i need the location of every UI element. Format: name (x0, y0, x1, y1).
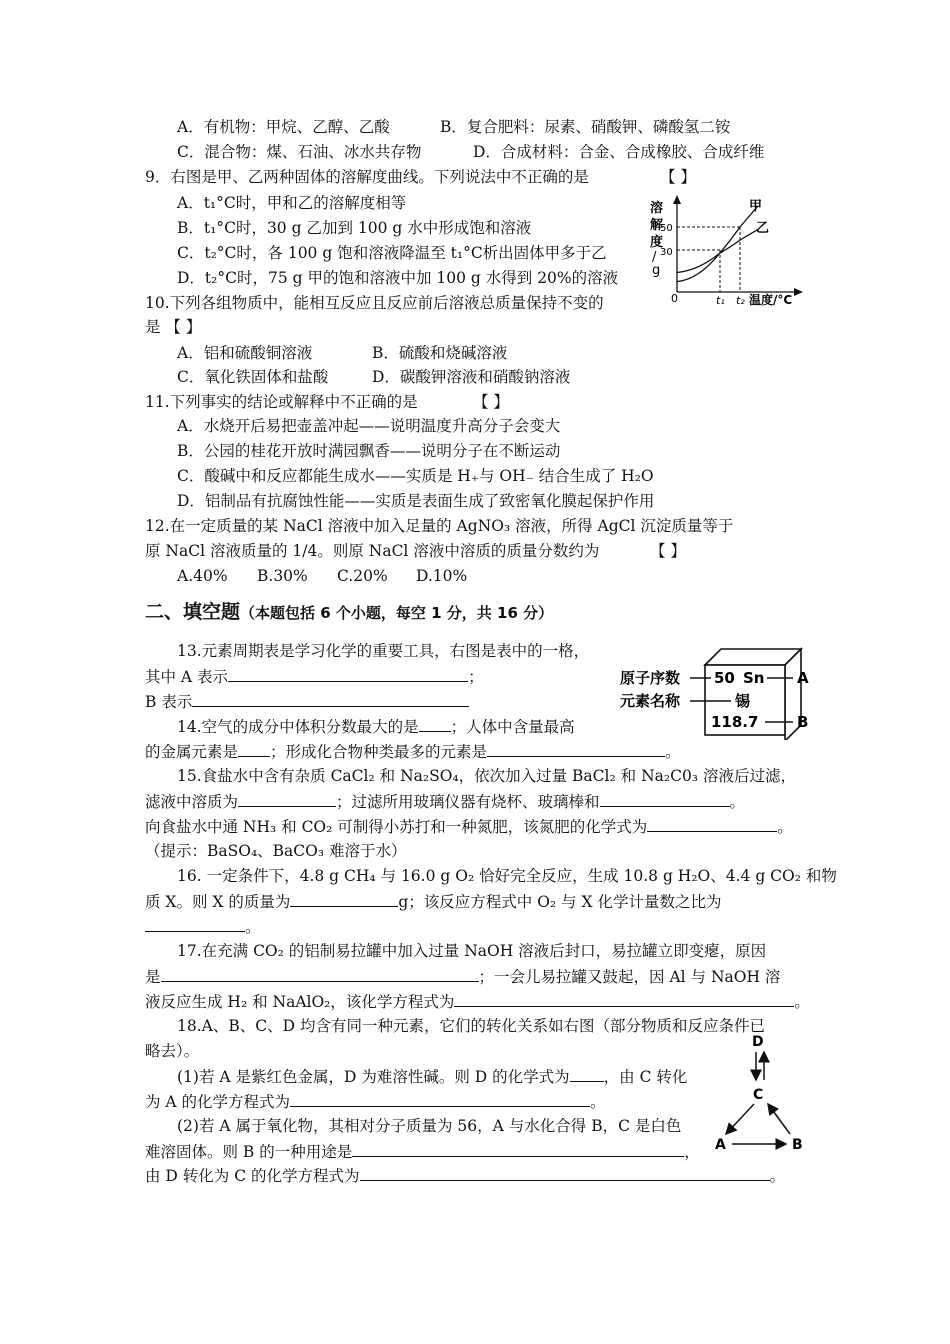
q12-option-a: A.40% (177, 567, 228, 585)
conversion-diagram (712, 1030, 812, 1155)
section-heading (145, 602, 553, 623)
t1-label: t₁ (716, 294, 725, 307)
element-symbol: Sn (743, 669, 765, 687)
q13-label-b: B 表示 (145, 693, 193, 711)
ylabel-char: 度 (650, 235, 664, 250)
section-title: 二、填空题 (145, 601, 241, 623)
q10-option-a: A．铝和硫酸铜溶液 (177, 344, 313, 362)
q16-line-1: 16. 一定条件下，4.8 g CH₄ 与 16.0 g O₂ 恰好完全反应，生成 10.8 g H₂O、4.4 g CO₂ 和物 (177, 867, 837, 885)
xlabel: 温度/°C (749, 293, 793, 307)
series-yi-curve (677, 229, 758, 272)
answer-blank[interactable] (600, 791, 730, 807)
arrow-c-to-a (726, 1104, 754, 1134)
tick-label-30: 30 (660, 247, 673, 258)
q10-option-c: C．氧化铁固体和盐酸 (177, 368, 329, 386)
q12-option-b: B.30% (257, 567, 308, 585)
series-jia-label: 甲 (749, 199, 763, 214)
answer-blank[interactable] (290, 891, 398, 907)
q16-line-2 (145, 891, 721, 912)
q14-text: 。 (665, 743, 681, 761)
atomic-number-label: 原子序数 (620, 669, 681, 687)
q15-line-2 (145, 791, 745, 812)
q17-text: 液反应生成 H₂ 和 NaAlO₂，该化学方程式为 (145, 993, 455, 1011)
q8-option-b: B．复合肥料：尿素、硝酸钾、磷酸氢二铵 (440, 118, 731, 136)
q16-text: g；该反应方程式中 O₂ 与 X 化学计量数之比为 (398, 893, 722, 911)
q18-text: 为 A 的化学方程式为 (145, 1093, 291, 1111)
q18-line-2: 略去）。 (145, 1042, 200, 1060)
q10-stem-continued: 是 【 】 (145, 318, 202, 336)
solubility-chart (640, 192, 815, 317)
node-b: B (792, 1137, 803, 1153)
q15-text: 向食盐水中通 NH₃ 和 CO₂ 可制得小苏打和一种氮肥，该氮肥的化学式为 (145, 818, 648, 836)
q12-option-d: D.10% (416, 567, 468, 585)
node-d: D (752, 1034, 764, 1050)
series-yi-label: 乙 (756, 221, 770, 236)
q18-text: ，由 C 转化 (603, 1068, 688, 1086)
q16-line-3 (145, 916, 261, 937)
y-axis-arrow (673, 195, 681, 204)
q14-text: 14.空气的成分中体积分数最大的是 (177, 718, 419, 736)
q11-option-b: B．公园的桂花开放时满园飘香——说明分子在不断运动 (177, 442, 561, 460)
q15-text: 滤液中溶质为 (145, 793, 239, 811)
ylabel-char: g (652, 263, 661, 278)
answer-blank[interactable] (454, 991, 794, 1007)
q9-option-c: C．t₂°C时，各 100 g 饱和溶液降温至 t₁°C析出固体甲多于乙 (177, 244, 607, 262)
answer-blank[interactable] (192, 691, 469, 707)
q13-punct: ； (468, 668, 484, 686)
ylabel-char: 溶 (650, 201, 664, 216)
answer-blank[interactable] (161, 966, 479, 982)
arrow-b-to-c (768, 1104, 790, 1134)
q15-hint: （提示：BaSO₄、BaCO₃ 难溶于水） (145, 842, 407, 860)
q18-line-1: 18.A、B、C、D 均含有同一种元素，它们的转化关系如右图（部分物质和反应条件已 (177, 1017, 765, 1035)
q13-label-a: 其中 A 表示 (145, 668, 229, 686)
q11-option-d: D．铝制品有抗腐蚀性能——实质是表面生成了致密氧化膜起保护作用 (177, 492, 655, 510)
q12-bracket: 【 】 (650, 542, 686, 560)
q14-text: 的金属元素是 (145, 743, 239, 761)
q15-text: 。 (729, 793, 746, 811)
q18-text: 难溶固体。则 B 的一种用途是 (145, 1143, 353, 1161)
q14-line-1 (177, 716, 575, 737)
q11-option-c: C．酸碱中和反应都能生成水——实质是 H₊与 OH₋ 结合生成了 H₂O (177, 467, 654, 485)
q15-line-3 (145, 816, 793, 837)
q14-text: ；形成化合物种类最多的元素是 (270, 743, 488, 761)
q18-text: (1)若 A 是紫红色金属，D 为难溶性碱。则 D 的化学式为 (177, 1068, 570, 1086)
q18-line-7 (145, 1165, 785, 1186)
t2-label: t₂ (736, 294, 745, 307)
q18-line-6 (145, 1141, 700, 1162)
q11-option-a: A．水烧开后易把壶盖冲起——说明温度升高分子会变大 (177, 417, 561, 435)
node-a: A (715, 1137, 726, 1153)
q15-line-1: 15.食盐水中含有杂质 CaCl₂ 和 Na₂SO₄，依次加入过量 BaCl₂ 和 Na₂C0₃ 溶液后过滤， (177, 767, 796, 785)
q14-line-2 (145, 741, 681, 762)
q9-bracket: 【 】 (660, 168, 696, 186)
answer-blank[interactable] (290, 1091, 590, 1107)
q17-line-3 (145, 991, 810, 1012)
q13-line-1: 13.元素周期表是学习化学的重要工具，右图是表中的一格， (177, 642, 590, 660)
q18-text: 。 (590, 1093, 606, 1111)
node-c: C (753, 1087, 764, 1103)
answer-blank[interactable] (238, 791, 336, 807)
q15-text: ；过滤所用玻璃仪器有烧杯、玻璃棒和 (336, 793, 600, 811)
q9-stem: 9．右图是甲、乙两种固体的溶解度曲线。下列说法中不正确的是 (145, 168, 589, 186)
q16-text: 。 (245, 918, 261, 936)
q18-text: 由 D 转化为 C 的化学方程式为 (145, 1167, 360, 1185)
answer-blank[interactable] (145, 916, 245, 932)
chart-ylabel (650, 200, 664, 278)
pointer-a-label: A (797, 669, 809, 687)
q18-text: 。 (769, 1167, 786, 1185)
q17-line-2 (145, 966, 780, 987)
q10-option-d: D．碳酸钾溶液和硝酸钠溶液 (372, 368, 571, 386)
q12-stem-continued: 原 NaCl 溶液质量的 1/4。则原 NaCl 溶液中溶质的质量分数约为 (145, 542, 600, 560)
atomic-mass: 118.7 (711, 713, 759, 731)
element-name: 锡 (735, 692, 751, 710)
element-name-label: 元素名称 (620, 692, 681, 710)
x-axis-arrow (794, 288, 803, 296)
q9-option-d: D．t₂°C时，75 g 甲的饱和溶液中加 100 g 水得到 20%的溶液 (177, 269, 619, 287)
q12-stem: 12.在一定质量的某 NaCl 溶液中加入足量的 AgNO₃ 溶液，所得 AgCl 沉淀质量等于 (145, 517, 734, 535)
q18-line-4 (145, 1091, 606, 1112)
q11-bracket: 【 】 (473, 393, 509, 411)
answer-blank[interactable] (487, 741, 665, 757)
q17-text: 。 (794, 993, 810, 1011)
q18-line-5: (2)若 A 属于氧化物，其相对分子质量为 56，A 与水化合得 B，C 是白色 (177, 1117, 682, 1135)
q8-option-a: A．有机物：甲烷、乙醇、乙酸 (177, 118, 390, 136)
q8-option-d: D．合成材料：合金、合成橡胶、合成纤维 (473, 143, 765, 161)
q15-text: 。 (777, 818, 793, 836)
section-note: （本题包括 6 个小题，每空 1 分，共 16 分） (240, 604, 554, 622)
q13-line-3 (145, 691, 469, 712)
ylabel-char: 解 (650, 218, 664, 233)
q8-option-c: C．混合物：煤、石油、冰水共存物 (177, 143, 422, 161)
answer-blank[interactable] (352, 1141, 684, 1157)
answer-blank[interactable] (228, 666, 468, 682)
q18-text: ， (684, 1143, 700, 1161)
q13-line-2 (145, 666, 484, 687)
answer-blank[interactable] (570, 1066, 604, 1082)
ylabel-char: / (652, 250, 657, 265)
tick-label-50: 50 (660, 223, 673, 234)
q10-option-b: B．硫酸和烧碱溶液 (372, 344, 508, 362)
answer-blank[interactable] (360, 1165, 770, 1181)
q9-option-b: B．t₁°C时，30 g 乙加到 100 g 水中形成饱和溶液 (177, 219, 532, 237)
q9-option-a: A．t₁°C时，甲和乙的溶解度相等 (177, 194, 407, 212)
origin-label: 0 (671, 292, 678, 305)
q16-text: 质 X。则 X 的质量为 (145, 893, 291, 911)
q10-stem: 10.下列各组物质中，能相互反应且反应前后溶液总质量保持不变的 (145, 294, 604, 312)
answer-blank[interactable] (647, 816, 777, 832)
answer-blank[interactable] (238, 741, 270, 757)
pointer-b-label: B (797, 713, 809, 731)
answer-blank[interactable] (419, 716, 451, 732)
q12-option-c: C.20% (337, 567, 388, 585)
q14-text: ；人体中含量最高 (450, 718, 575, 736)
q17-text: ；一会儿易拉罐又鼓起，因 Al 与 NaOH 溶 (478, 968, 781, 986)
element-cell-figure (615, 640, 825, 740)
q11-stem: 11.下列事实的结论或解释中不正确的是 (145, 393, 418, 411)
atomic-number: 50 (714, 669, 735, 687)
q17-text: 是 (145, 968, 161, 986)
q18-line-3 (177, 1066, 687, 1087)
q17-line-1: 17.在充满 CO₂ 的铝制易拉罐中加入过量 NaOH 溶液后封口，易拉罐立即变瘪，原因 (177, 942, 767, 960)
